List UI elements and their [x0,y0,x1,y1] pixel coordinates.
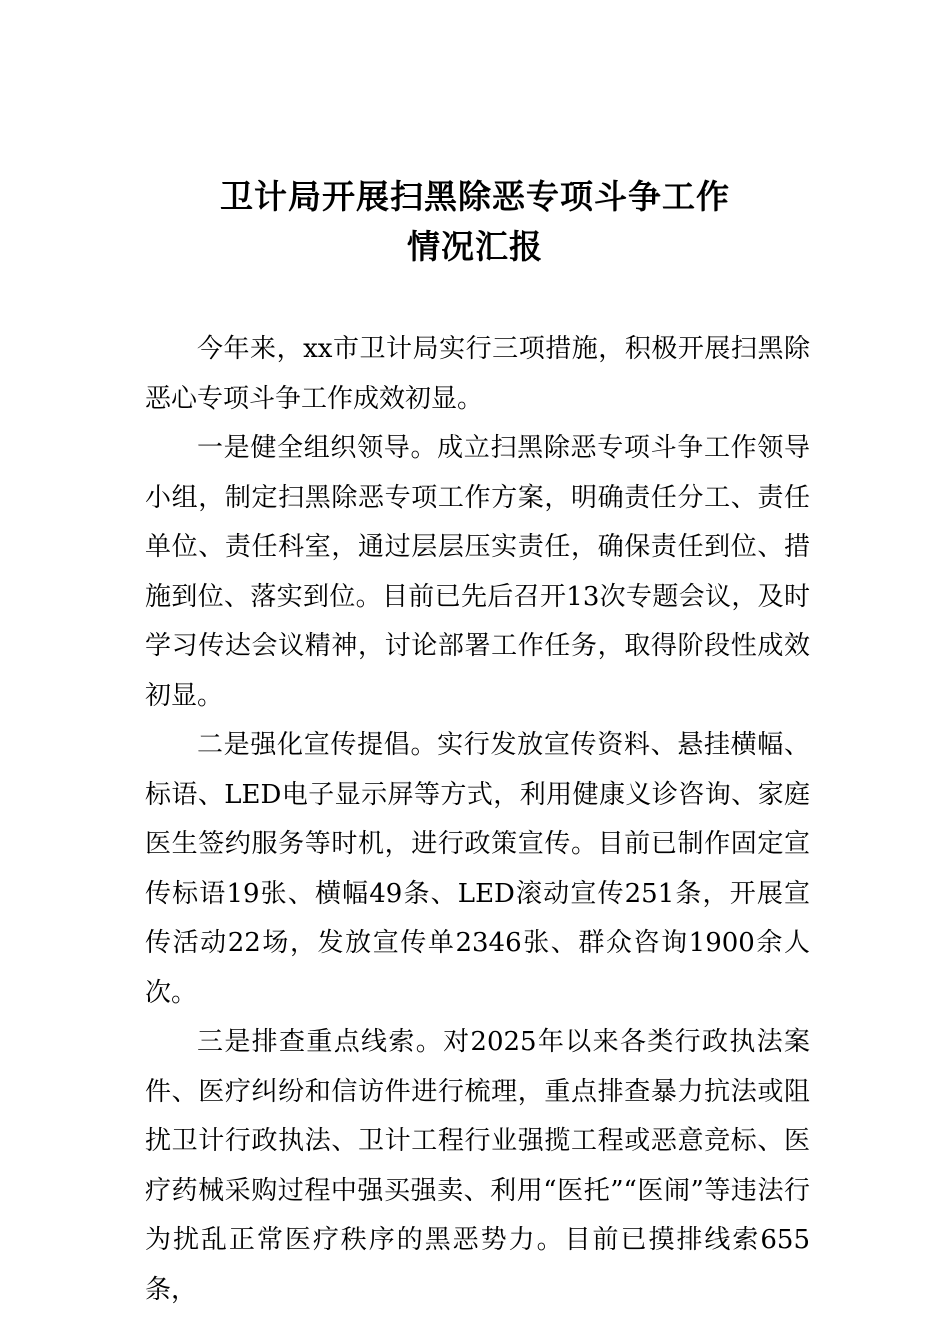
paragraph-publicity: 二是强化宣传提倡。实行发放宣传资料、悬挂横幅、标语、LED电子显示屏等方式，利用健康义诊咨询、家庭医生签约服务等时机，进行政策宣传。目前已制作固定宣传标语19张、横幅49条、LED滚动宣传251条，开展宣传活动22场，发放宣传单2346张、群众咨询1900余人次。 [145,730,810,1008]
paragraph-intro: 今年来，xx市卫计局实行三项措施，积极开展扫黑除恶心专项斗争工作成效初显。 [145,334,810,414]
title-line-1: 卫计局开展扫黑除恶专项斗争工作 [220,177,730,216]
document-body [145,325,810,1315]
paragraph-investigation: 三是排查重点线索。对2025年以来各类行政执法案件、医疗纠纷和信访件进行梳理，重点排查暴力抗法或阻扰卫计行政执法、卫计工程行业强揽工程或恶意竞标、医疗药械采购过程中强买强卖、利用“医托”“医闹”等违法行为扰乱正常医疗秩序的黑恶势力。目前已摸排线索655条， [145,1027,810,1305]
title-line-2: 情况汇报 [407,227,543,266]
paragraph-organization: 一是健全组织领导。成立扫黑除恶专项斗争工作领导小组，制定扫黑除恶专项工作方案，明确责任分工、责任单位、责任科室，通过层层压实责任，确保责任到位、措施到位、落实到位。目前已先后召开13次专题会议，及时学习传达会议精神，讨论部署工作任务，取得阶段性成效初显。 [145,433,810,711]
document-title [0,172,950,272]
